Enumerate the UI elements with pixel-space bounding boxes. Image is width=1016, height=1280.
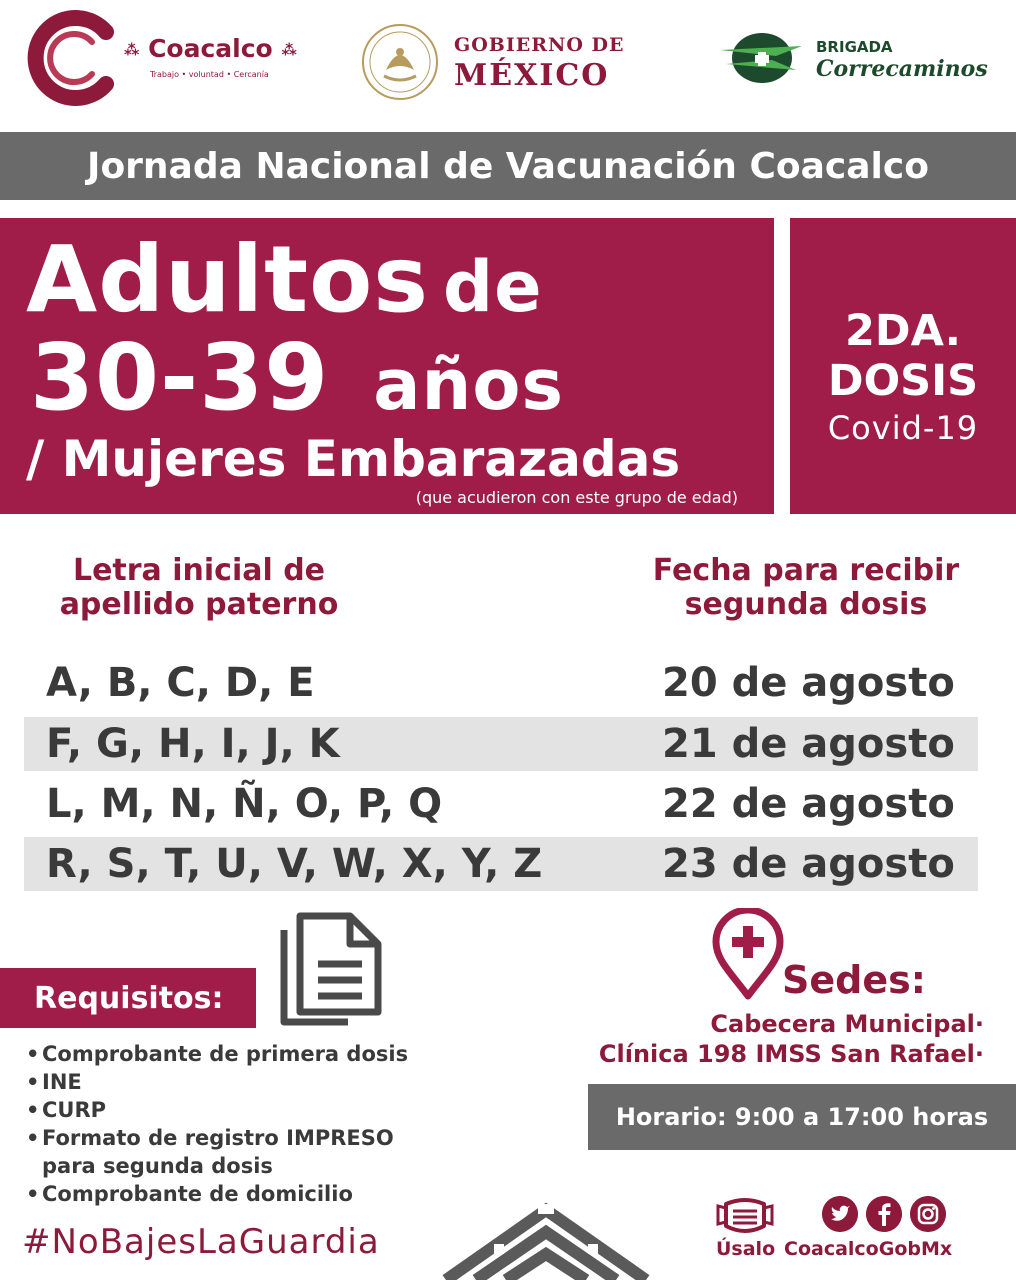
dose-line3: Covid-19 — [827, 409, 979, 447]
facebook-icon[interactable] — [866, 1196, 902, 1232]
column-header-date-line2: segunda dosis — [684, 586, 928, 622]
column-header-date-line1: Fecha para recibir — [652, 553, 960, 588]
mask-label: Úsalo — [716, 1238, 776, 1260]
row-letters: A, B, C, D, E — [46, 660, 315, 706]
requirements-list — [26, 1040, 408, 1208]
roadrunner-icon — [716, 30, 808, 86]
gobierno-line1: GOBIERNO DE — [454, 34, 625, 56]
column-header-letters-line2: apellido paterno — [59, 586, 339, 622]
brigada-line2: Correcaminos — [816, 56, 988, 82]
row-date: 22 de agosto — [662, 781, 955, 827]
row-date: 23 de agosto — [662, 841, 955, 887]
brigada-correcaminos-logo — [716, 30, 1006, 90]
twitter-icon[interactable] — [822, 1196, 858, 1232]
instagram-icon[interactable] — [910, 1196, 946, 1232]
list-item: • Comprobante de domicilio — [26, 1180, 408, 1208]
national-seal-icon — [360, 22, 440, 102]
list-item: para segunda dosis — [42, 1154, 273, 1178]
hero-line1: Adultos de — [26, 226, 543, 333]
documents-icon — [278, 912, 384, 1030]
hero-line2: 30-39 años — [30, 324, 565, 431]
sedes-title: Sedes: — [782, 958, 926, 1002]
list-item: • INE — [26, 1068, 408, 1096]
list-item: • Comprobante de primera dosis — [26, 1040, 408, 1068]
location-pin-icon — [712, 908, 784, 1000]
requirements-title: Requisitos: — [0, 968, 256, 1028]
gobierno-mexico-logo — [360, 22, 640, 104]
row-letters: F, G, H, I, J, K — [46, 721, 340, 767]
row-date: 21 de agosto — [662, 721, 955, 767]
coacalco-tagline: Trabajo • voluntad • Cercanía — [150, 70, 269, 79]
row-letters: R, S, T, U, V, W, X, Y, Z — [46, 841, 543, 887]
table-row — [24, 656, 978, 710]
sede-item: Cabecera Municipal· — [710, 1010, 984, 1038]
campaign-banner: Jornada Nacional de Vacunación Coacalco — [0, 132, 1016, 200]
greca-pattern-icon — [436, 1200, 656, 1280]
schedule-banner: Horario: 9:00 a 17:00 horas — [588, 1084, 1016, 1150]
column-header-date — [616, 554, 996, 621]
hero-panel — [0, 218, 774, 514]
face-mask-icon — [716, 1196, 774, 1236]
table-row — [24, 717, 978, 771]
list-item: • CURP — [26, 1096, 408, 1124]
row-date: 20 de agosto — [662, 660, 955, 706]
row-letters: L, M, N, Ñ, O, P, Q — [46, 781, 443, 827]
table-row — [24, 777, 978, 831]
dose-line1: 2DA. — [844, 306, 962, 356]
brigada-line1: BRIGADA — [816, 38, 893, 56]
social-handle[interactable]: CoacalcoGobMx — [784, 1238, 953, 1260]
sede-item: Clínica 198 IMSS San Rafael· — [598, 1040, 984, 1068]
table-row — [24, 837, 978, 891]
coacalco-c-icon — [22, 10, 118, 106]
gobierno-line2: MÉXICO — [454, 58, 610, 93]
coacalco-logo — [22, 10, 312, 110]
column-header-letters — [34, 554, 364, 621]
column-header-letters-line1: Letra inicial de — [72, 553, 326, 588]
coacalco-name: ⁂ Coacalco ⁂ — [124, 34, 297, 63]
dose-line2: DOSIS — [827, 356, 979, 406]
hashtag: #NoBajesLaGuardia — [22, 1222, 380, 1262]
hero-note: (que acudieron con este grupo de edad) — [415, 488, 738, 507]
dose-panel — [790, 218, 1016, 514]
hero-line3: / Mujeres Embarazadas — [26, 430, 681, 488]
list-item: • Formato de registro IMPRESO — [26, 1124, 408, 1152]
